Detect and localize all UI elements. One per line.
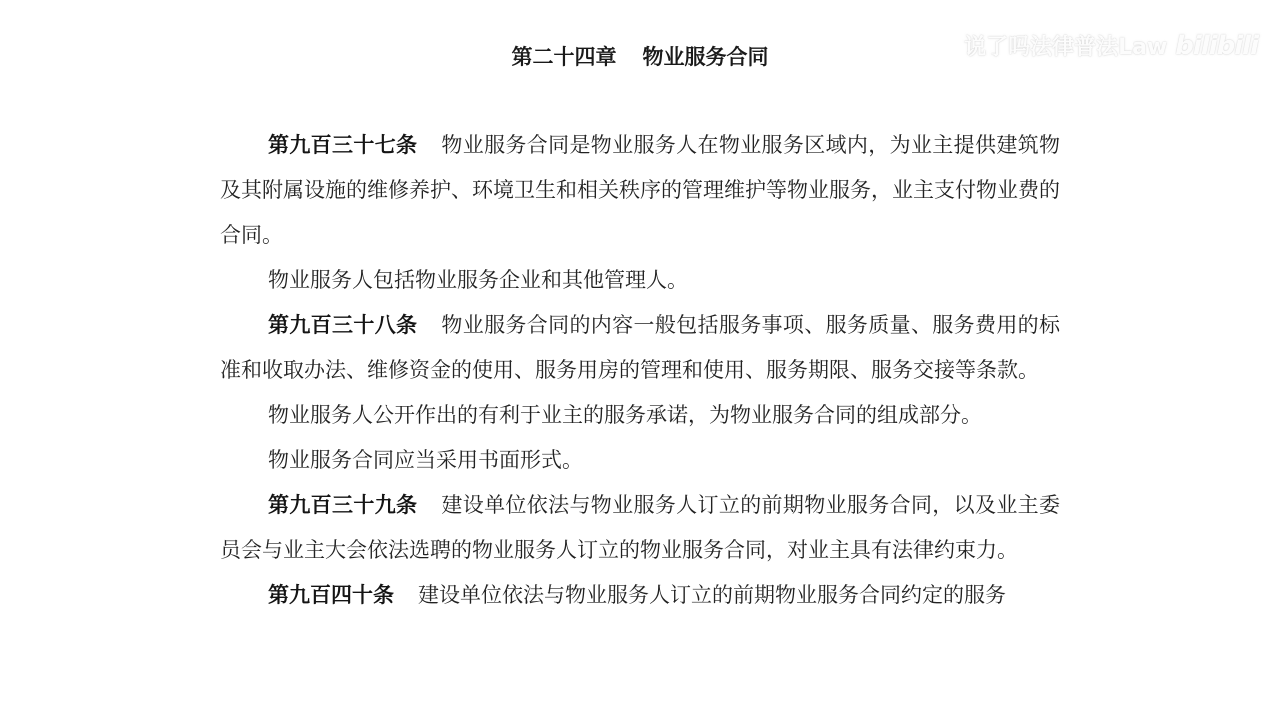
paragraph-text: 物业服务合同应当采用书面形式。 [268, 448, 583, 472]
paragraph-text: 物业服务人公开作出的有利于业主的服务承诺，为物业服务合同的组成部分。 [268, 403, 982, 427]
paragraph-article-938-part3 [220, 438, 1060, 483]
article-body [220, 123, 1060, 618]
paragraph-article-940 [220, 573, 1060, 618]
bilibili-logo: bilibili [1175, 31, 1258, 61]
article-number: 第九百三十九条 [268, 493, 418, 517]
paragraph-text: 物业服务合同是物业服务人在物业服务区域内，为业主提供建筑物及其附属设施的维修养护、环境卫生和相关秩序的管理维护等物业服务，业主支付物业费的合同。 [220, 133, 1061, 247]
watermark [964, 30, 1258, 61]
paragraph-text: 建设单位依法与物业服务人订立的前期物业服务合同约定的服务 [418, 583, 1006, 607]
watermark-text: 说了吗法律普法Law [964, 35, 1168, 60]
paragraph-article-937 [220, 123, 1060, 258]
chapter-number: 第二十四章 [511, 45, 617, 69]
paragraph-text: 物业服务人包括物业服务企业和其他管理人。 [268, 268, 688, 292]
chapter-title: 物业服务合同 [642, 45, 769, 69]
paragraph-article-938 [220, 303, 1060, 393]
paragraph-text: 物业服务合同的内容一般包括服务事项、服务质量、服务费用的标准和收取办法、维修资金的使用、服务用房的管理和使用、服务期限、服务交接等条款。 [220, 313, 1061, 382]
paragraph-article-937-part2 [220, 258, 1060, 303]
article-number: 第九百四十条 [268, 583, 394, 607]
paragraph-text: 建设单位依法与物业服务人订立的前期物业服务合同，以及业主委员会与业主大会依法选聘的物业服务人订立的物业服务合同，对业主具有法律约束力。 [220, 493, 1061, 562]
article-number: 第九百三十七条 [268, 133, 418, 157]
paragraph-article-938-part2 [220, 393, 1060, 438]
paragraph-article-939 [220, 483, 1060, 573]
article-number: 第九百三十八条 [268, 313, 418, 337]
